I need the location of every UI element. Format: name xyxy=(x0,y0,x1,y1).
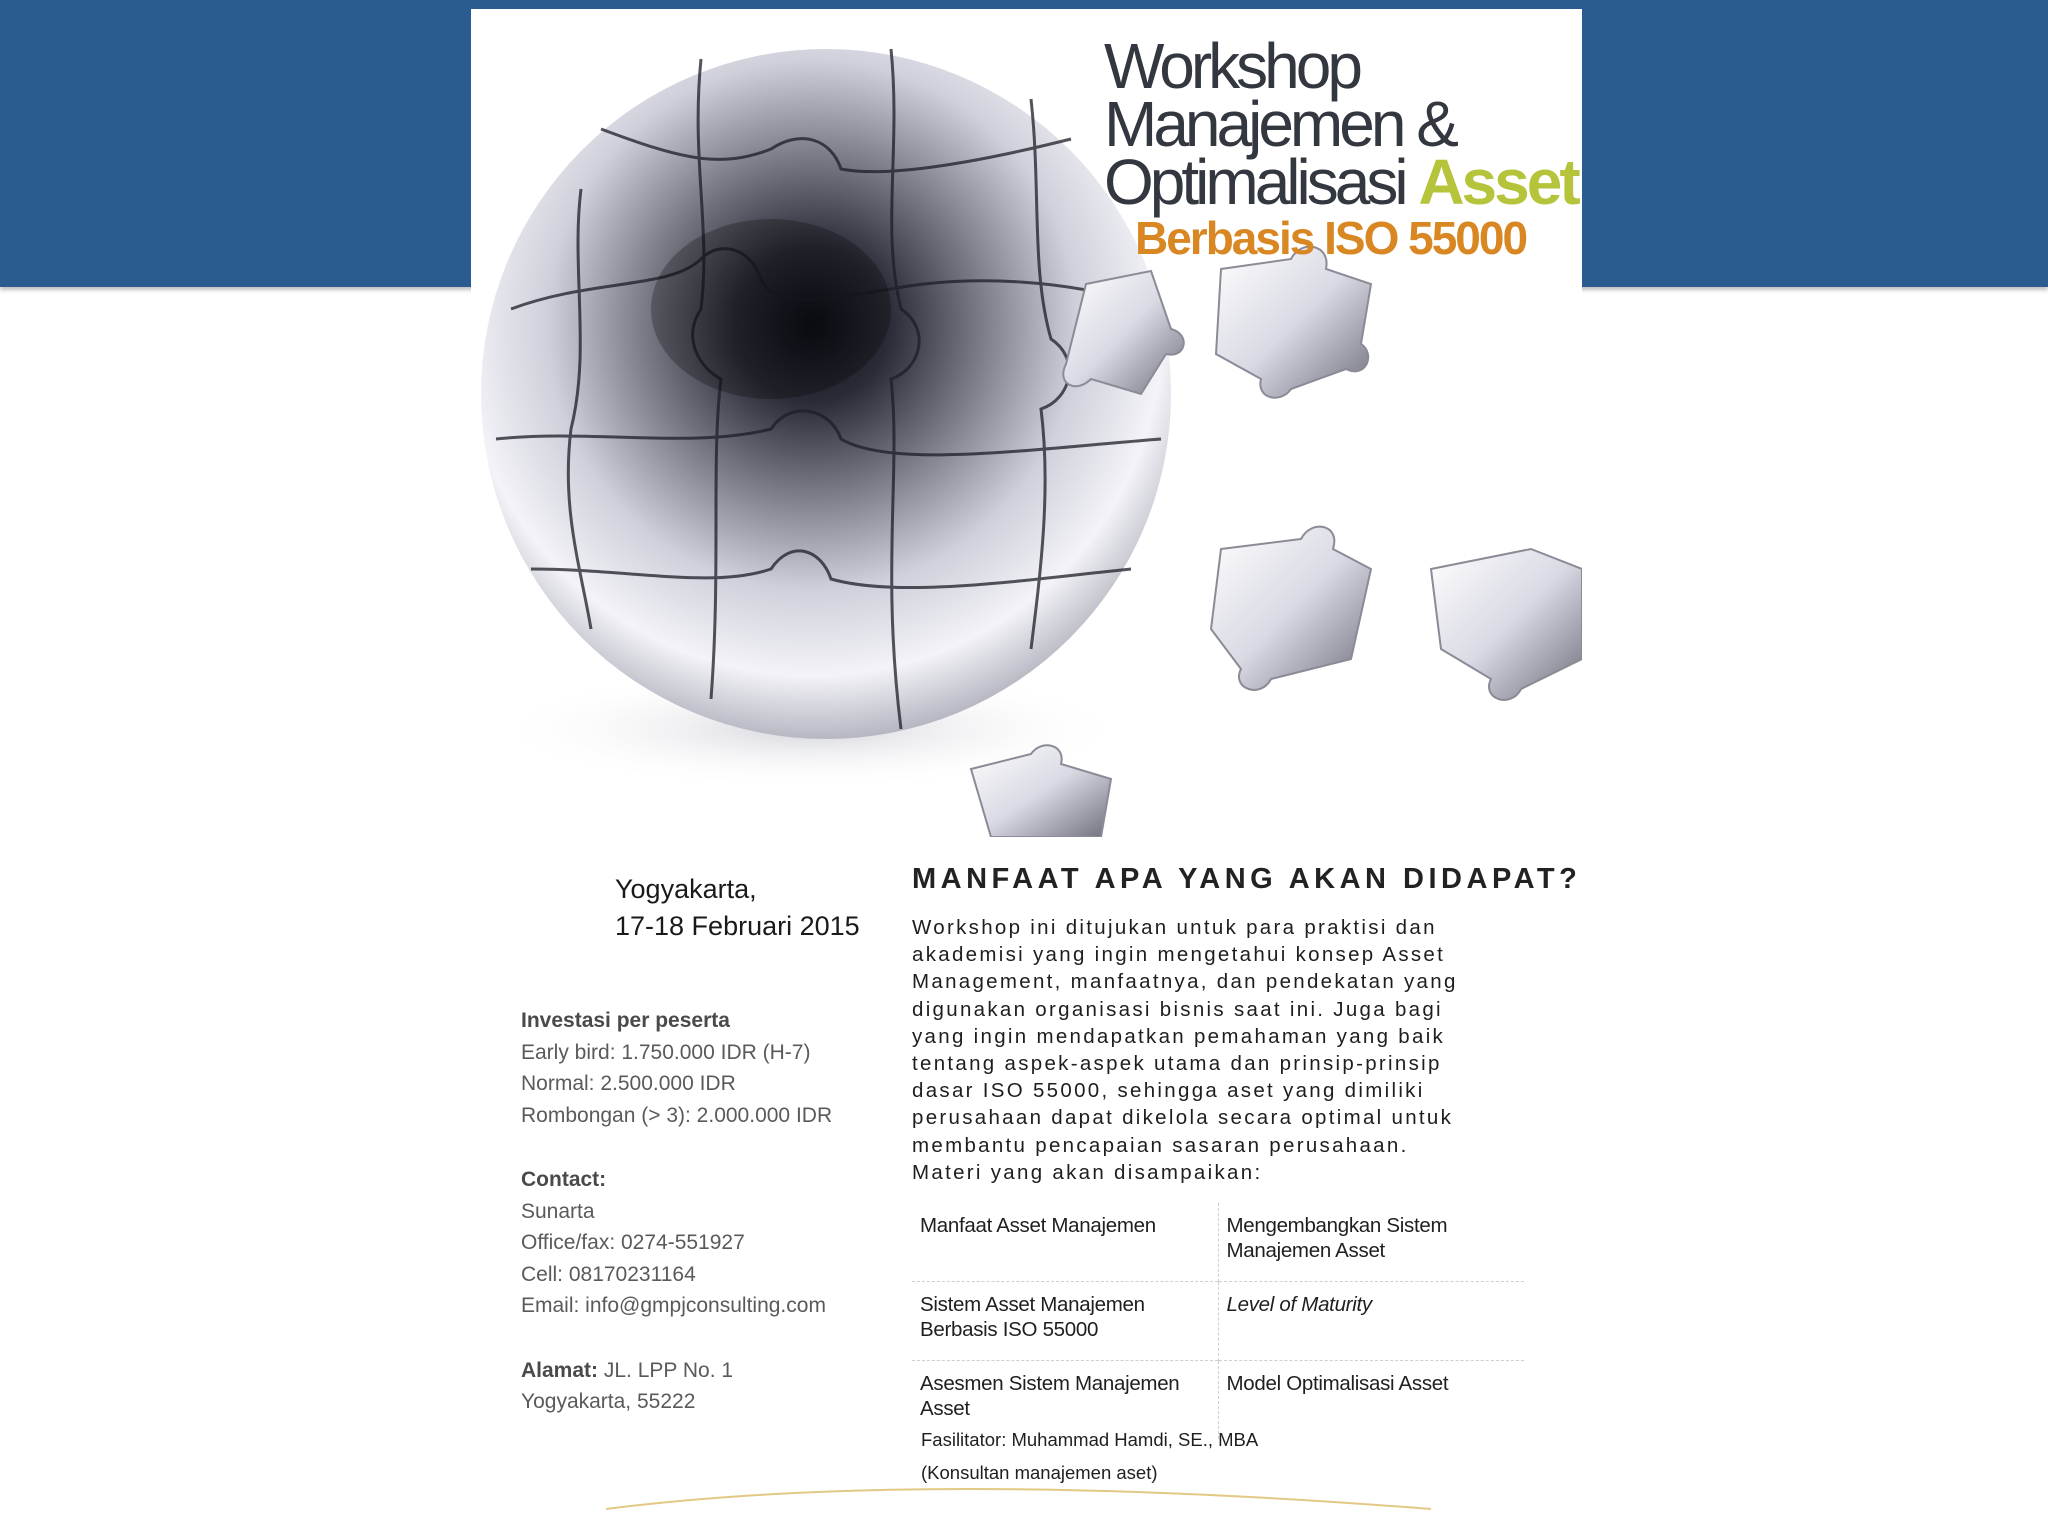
poster xyxy=(471,9,1582,1536)
benefits-line: Management, manfaatnya, dan pendekatan yang xyxy=(912,970,1458,994)
price-normal: Normal: 2.500.000 IDR xyxy=(521,1072,736,1095)
topic-cell: Sistem Asset Manajemen Berbasis ISO 55000 xyxy=(912,1282,1218,1361)
contact-email: Email: info@gmpjconsulting.com xyxy=(521,1294,826,1317)
address-line-2: Yogyakarta, 55222 xyxy=(521,1390,696,1413)
event-dates: 17-18 Februari 2015 xyxy=(615,911,860,941)
benefits-line: perusahaan dapat dikelola secara optimal untuk xyxy=(912,1106,1454,1130)
benefits-heading: MANFAAT APA YANG AKAN DIDAPAT? xyxy=(912,863,1582,895)
title-subtitle: Berbasis ISO 55000 xyxy=(1135,212,1527,264)
contact-office: Office/fax: 0274-551927 xyxy=(521,1231,745,1254)
title-line-2: Manajemen & xyxy=(1104,88,1455,160)
event-place-date xyxy=(615,871,901,945)
benefits-line: membantu pencapaian sasaran perusahaan. xyxy=(912,1133,1409,1157)
contact-cell: Cell: 08170231164 xyxy=(521,1262,696,1286)
address-line-1 xyxy=(521,1355,901,1387)
title-line-3 xyxy=(1104,146,1578,218)
table-row xyxy=(912,1282,1524,1361)
address-street: JL. LPP No. 1 xyxy=(603,1358,734,1382)
decorative-curve xyxy=(471,1464,1582,1524)
topic-cell: Manfaat Asset Manajemen xyxy=(912,1203,1218,1282)
facilitator-name: Fasilitator: Muhammad Hamdi, SE., MBA xyxy=(921,1429,1259,1450)
topics-table xyxy=(912,1203,1524,1439)
contact-name: Sunarta xyxy=(521,1199,595,1223)
benefits-line: Workshop ini ditujukan untuk para praktisi dan xyxy=(912,916,1437,939)
topic-cell: Asesmen Sistem Manajemen Asset xyxy=(912,1361,1218,1440)
benefits-line: tentang aspek-aspek utama dan prinsip-prinsip xyxy=(912,1052,1442,1076)
benefits-line: Materi yang akan disampaikan: xyxy=(912,1160,1263,1184)
title-asset-word: Asset xyxy=(1418,146,1578,218)
topic-cell: Model Optimalisasi Asset xyxy=(1226,1372,1449,1395)
topic-cell: Level of Maturity xyxy=(1226,1293,1372,1316)
address-label: Alamat: xyxy=(521,1358,599,1382)
table-row xyxy=(912,1203,1524,1282)
title-line-1: Workshop xyxy=(1104,30,1359,102)
right-column xyxy=(912,863,1582,1186)
facilitator-role: (Konsultan manajemen aset) xyxy=(921,1462,1158,1483)
left-column xyxy=(521,871,901,1418)
benefits-paragraph xyxy=(912,914,1552,1186)
investment-heading: Investasi per peserta xyxy=(521,1009,730,1032)
contact-heading: Contact: xyxy=(521,1168,607,1191)
event-city: Yogyakarta, xyxy=(615,874,757,904)
price-early-bird: Early bird: 1.750.000 IDR (H-7) xyxy=(521,1040,811,1064)
benefits-line: dasar ISO 55000, sehingga aset yang dimiliki xyxy=(912,1079,1425,1103)
benefits-line: akademisi yang ingin mengetahui konsep Asset xyxy=(912,943,1446,967)
price-group: Rombongan (> 3): 2.000.000 IDR xyxy=(521,1103,833,1127)
workshop-title xyxy=(1104,30,1578,265)
benefits-line: digunakan organisasi bisnis saat ini. Juga bagi xyxy=(912,997,1443,1021)
benefits-line: yang ingin mendapatkan pemahaman yang baik xyxy=(912,1024,1446,1048)
info-block xyxy=(521,1005,901,1418)
title-line-3-prefix: Optimalisasi xyxy=(1104,146,1405,218)
topic-cell: Mengembangkan Sistem Manajemen Asset xyxy=(1226,1214,1448,1262)
